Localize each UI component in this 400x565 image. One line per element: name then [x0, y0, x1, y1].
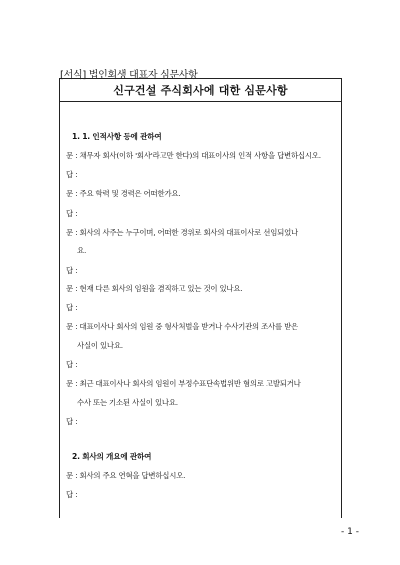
question-line: 문 : 주요 학력 및 경력은 어떠한가요.	[66, 189, 181, 198]
document-frame	[59, 78, 342, 518]
question-continuation: 사실이 있나요.	[77, 341, 123, 350]
answer-line: 답 :	[66, 266, 78, 275]
section-heading: 1. 1. 인적사항 등에 관하여	[72, 132, 162, 141]
question-line: 문 : 최근 대표이사나 회사의 임원이 부정수표단속법위반 혐의로 고발되거나	[66, 379, 301, 388]
question-line: 문 : 회사의 주요 연혁을 답변하십시오.	[66, 471, 186, 480]
answer-line: 답 :	[66, 490, 78, 499]
title-row	[60, 79, 341, 102]
section-heading: 2. 회사의 개요에 관하여	[72, 452, 152, 461]
answer-line: 답 :	[66, 417, 78, 426]
answer-line: 답 :	[66, 170, 78, 179]
answer-line: 답 :	[66, 209, 78, 218]
question-line: 문 : 대표이사나 회사의 임원 중 형사처벌을 받거나 수사기관의 조사를 받은	[66, 322, 298, 331]
answer-line: 답 :	[66, 360, 78, 369]
question-continuation: 수사 또는 기소된 사실이 있나요.	[77, 398, 178, 407]
page-number	[0, 527, 400, 537]
form-label: [서식] 법인회생 대표자 심문사항	[60, 70, 198, 81]
question-line: 문 : 채무자 회사(이하 '회사'라고만 한다)의 대표이사의 인적 사항을 답변하십시오.	[66, 151, 321, 160]
answer-line: 답 :	[66, 303, 78, 312]
document-title: 신구건설 주식회사에 대한 심문사항	[113, 84, 288, 97]
page-number-text: - 1 -	[341, 527, 359, 537]
question-continuation: 요.	[77, 246, 87, 255]
question-line: 문 : 회사의 사주는 누구이며, 어떠한 경위로 회사의 대표이사로 선임되었나	[66, 228, 298, 237]
question-line: 문 : 현재 다른 회사의 임원을 겸직하고 있는 것이 있나요.	[66, 284, 243, 293]
